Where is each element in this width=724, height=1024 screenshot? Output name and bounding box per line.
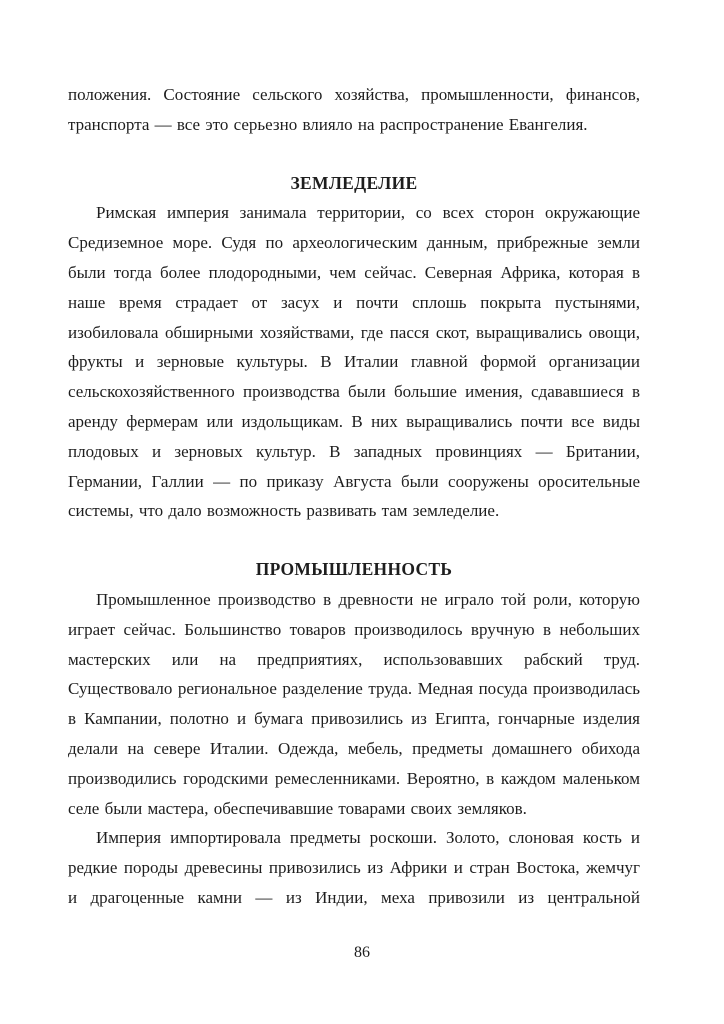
- paragraph-agriculture: Римская империя занимала территории, со всех сторон окружающие Средиземное море. Судя по археологическим данным, прибрежные земли были тогда более плодородными, чем сейчас. Северная Африка, которая в наше время страдает от засух и почти сплошь покрыта пустынями, изобиловала обширными хозяйствами, где пасся скот, выращивались овощи, фрукты и зерновые культуры. В Италии главной формой организации сельскохозяйственного производства были большие имения, сдававшиеся в аренду фермерам или издольщикам. В них выращивались почти все виды плодовых и зерновых культур. В западных провинциях — Британии, Германии, Галлии — по приказу Августа были сооружены оросительные системы, что дало возможность развивать там земледелие.: [68, 203, 640, 521]
- paragraph-imports: Империя импортировала предметы роскоши. Золото, слоновая кость и редкие породы древесины привозились из Африки и стран Востока, жемчуг и драгоценные камни — из Индии, меха привозили из центральной: [68, 828, 640, 907]
- section-heading-industry: ПРОМЫШЛЕННОСТЬ: [255, 559, 453, 580]
- paragraph-industry: Промышленное производство в древности не играло той роли, которую играет сейчас. Большинство товаров производилось вручную в небольших мастерских или на предприятиях, использовавших рабский труд. Существовало региональное разделение труда. Медная посуда производилась в Кампании, полотно и бумага привозились из Египта, гончарные изделия делали на севере Италии. Одежда, мебель, предметы домашнего обихода производились городскими ремесленниками. Вероятно, в каждом маленьком селе были мастера, обеспечивавшие товарами своих земляков.: [68, 589, 640, 818]
- page-number: 86: [354, 944, 370, 961]
- section-heading-agriculture: ЗЕМЛЕДЕЛИЕ: [290, 172, 418, 193]
- text-block: [68, 80, 640, 913]
- paragraph-continuation: положения. Состояние сельского хозяйства, промышленности, финансов, транспорта — все это серьезно влияло на распространение Евангелия.: [68, 85, 640, 134]
